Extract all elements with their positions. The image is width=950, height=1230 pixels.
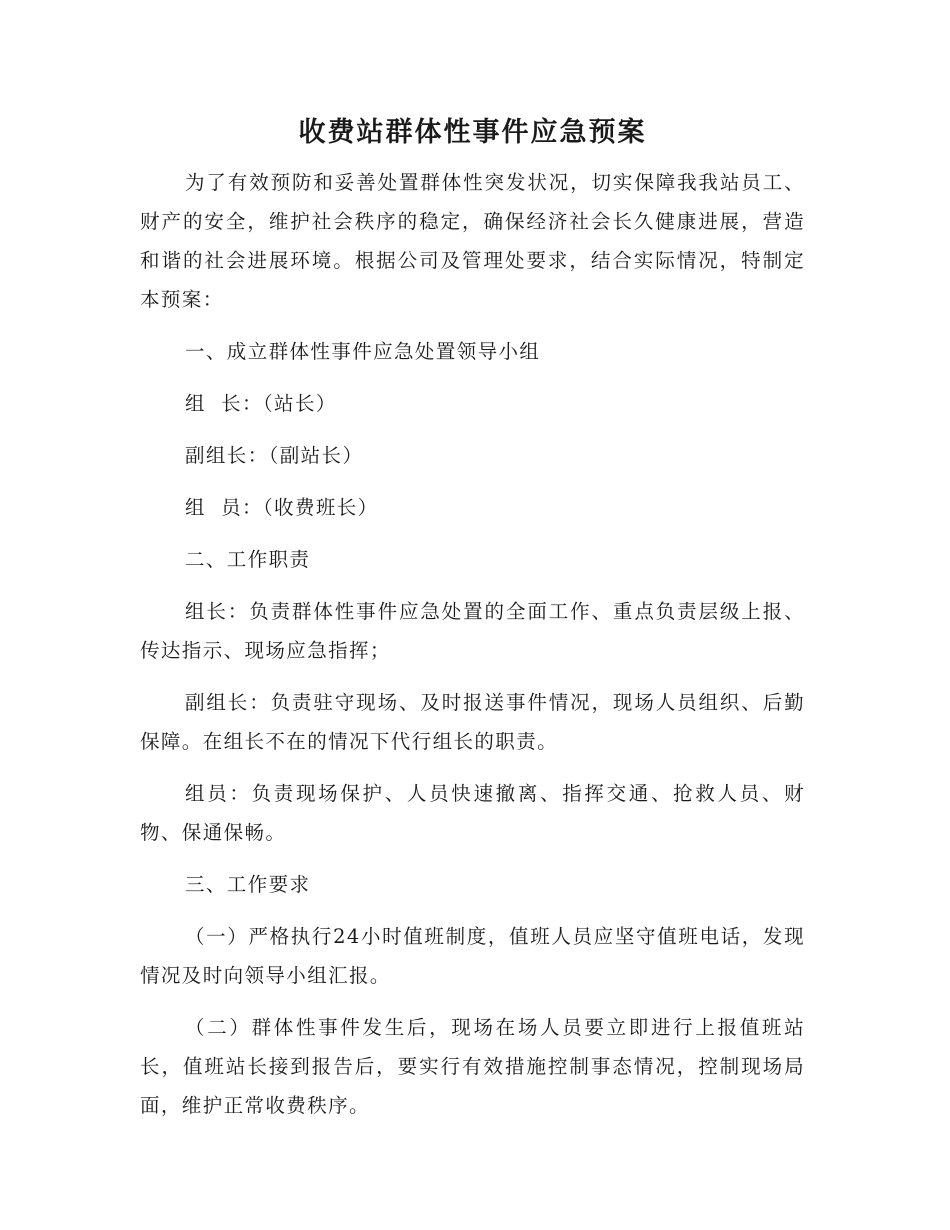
leader-duty-paragraph: 组长：负责群体性事件应急处置的全面工作、重点负责层级上报、传达指示、现场应急指挥； <box>140 600 805 662</box>
requirement-2-paragraph: （二）群体性事件发生后，现场在场人员要立即进行上报值班站长，值班站长接到报告后，要实行有效措施控制事态情况，控制现场局面，维护正常收费秩序。 <box>140 1016 805 1117</box>
requirement-1-paragraph: （一）严格执行24小时值班制度，值班人员应坚守值班电话，发现情况及时向领导小组汇报。 <box>140 925 805 987</box>
member-duty-paragraph: 组员：负责现场保护、人员快速撤离、指挥交通、抢救人员、财物、保通保畅。 <box>140 782 805 844</box>
document-body <box>140 113 805 1138</box>
intro-paragraph: 为了有效预防和妥善处置群体性突发状况，切实保障我我站员工、财产的安全，维护社会秩序的稳定，确保经济社会长久健康进展，营造和谐的社会进展环境。根据公司及管理处要求，结合实际情况，特制定本预案： <box>140 171 805 311</box>
deputy-leader-line: 副组长：（副站长） <box>185 444 364 467</box>
leader-line: 组 长：（站长） <box>185 392 337 415</box>
member-line: 组 员：（收费班长） <box>185 496 379 519</box>
document-title: 收费站群体性事件应急预案 <box>298 117 647 148</box>
section-heading-1: 一、成立群体性事件应急处置领导小组 <box>185 340 541 363</box>
section-heading-3: 三、工作要求 <box>185 873 311 896</box>
section-heading-2: 二、工作职责 <box>185 548 311 571</box>
deputy-duty-paragraph: 副组长：负责驻守现场、及时报送事件情况，现场人员组织、后勤保障。在组长不在的情况下代行组长的职责。 <box>140 691 805 753</box>
